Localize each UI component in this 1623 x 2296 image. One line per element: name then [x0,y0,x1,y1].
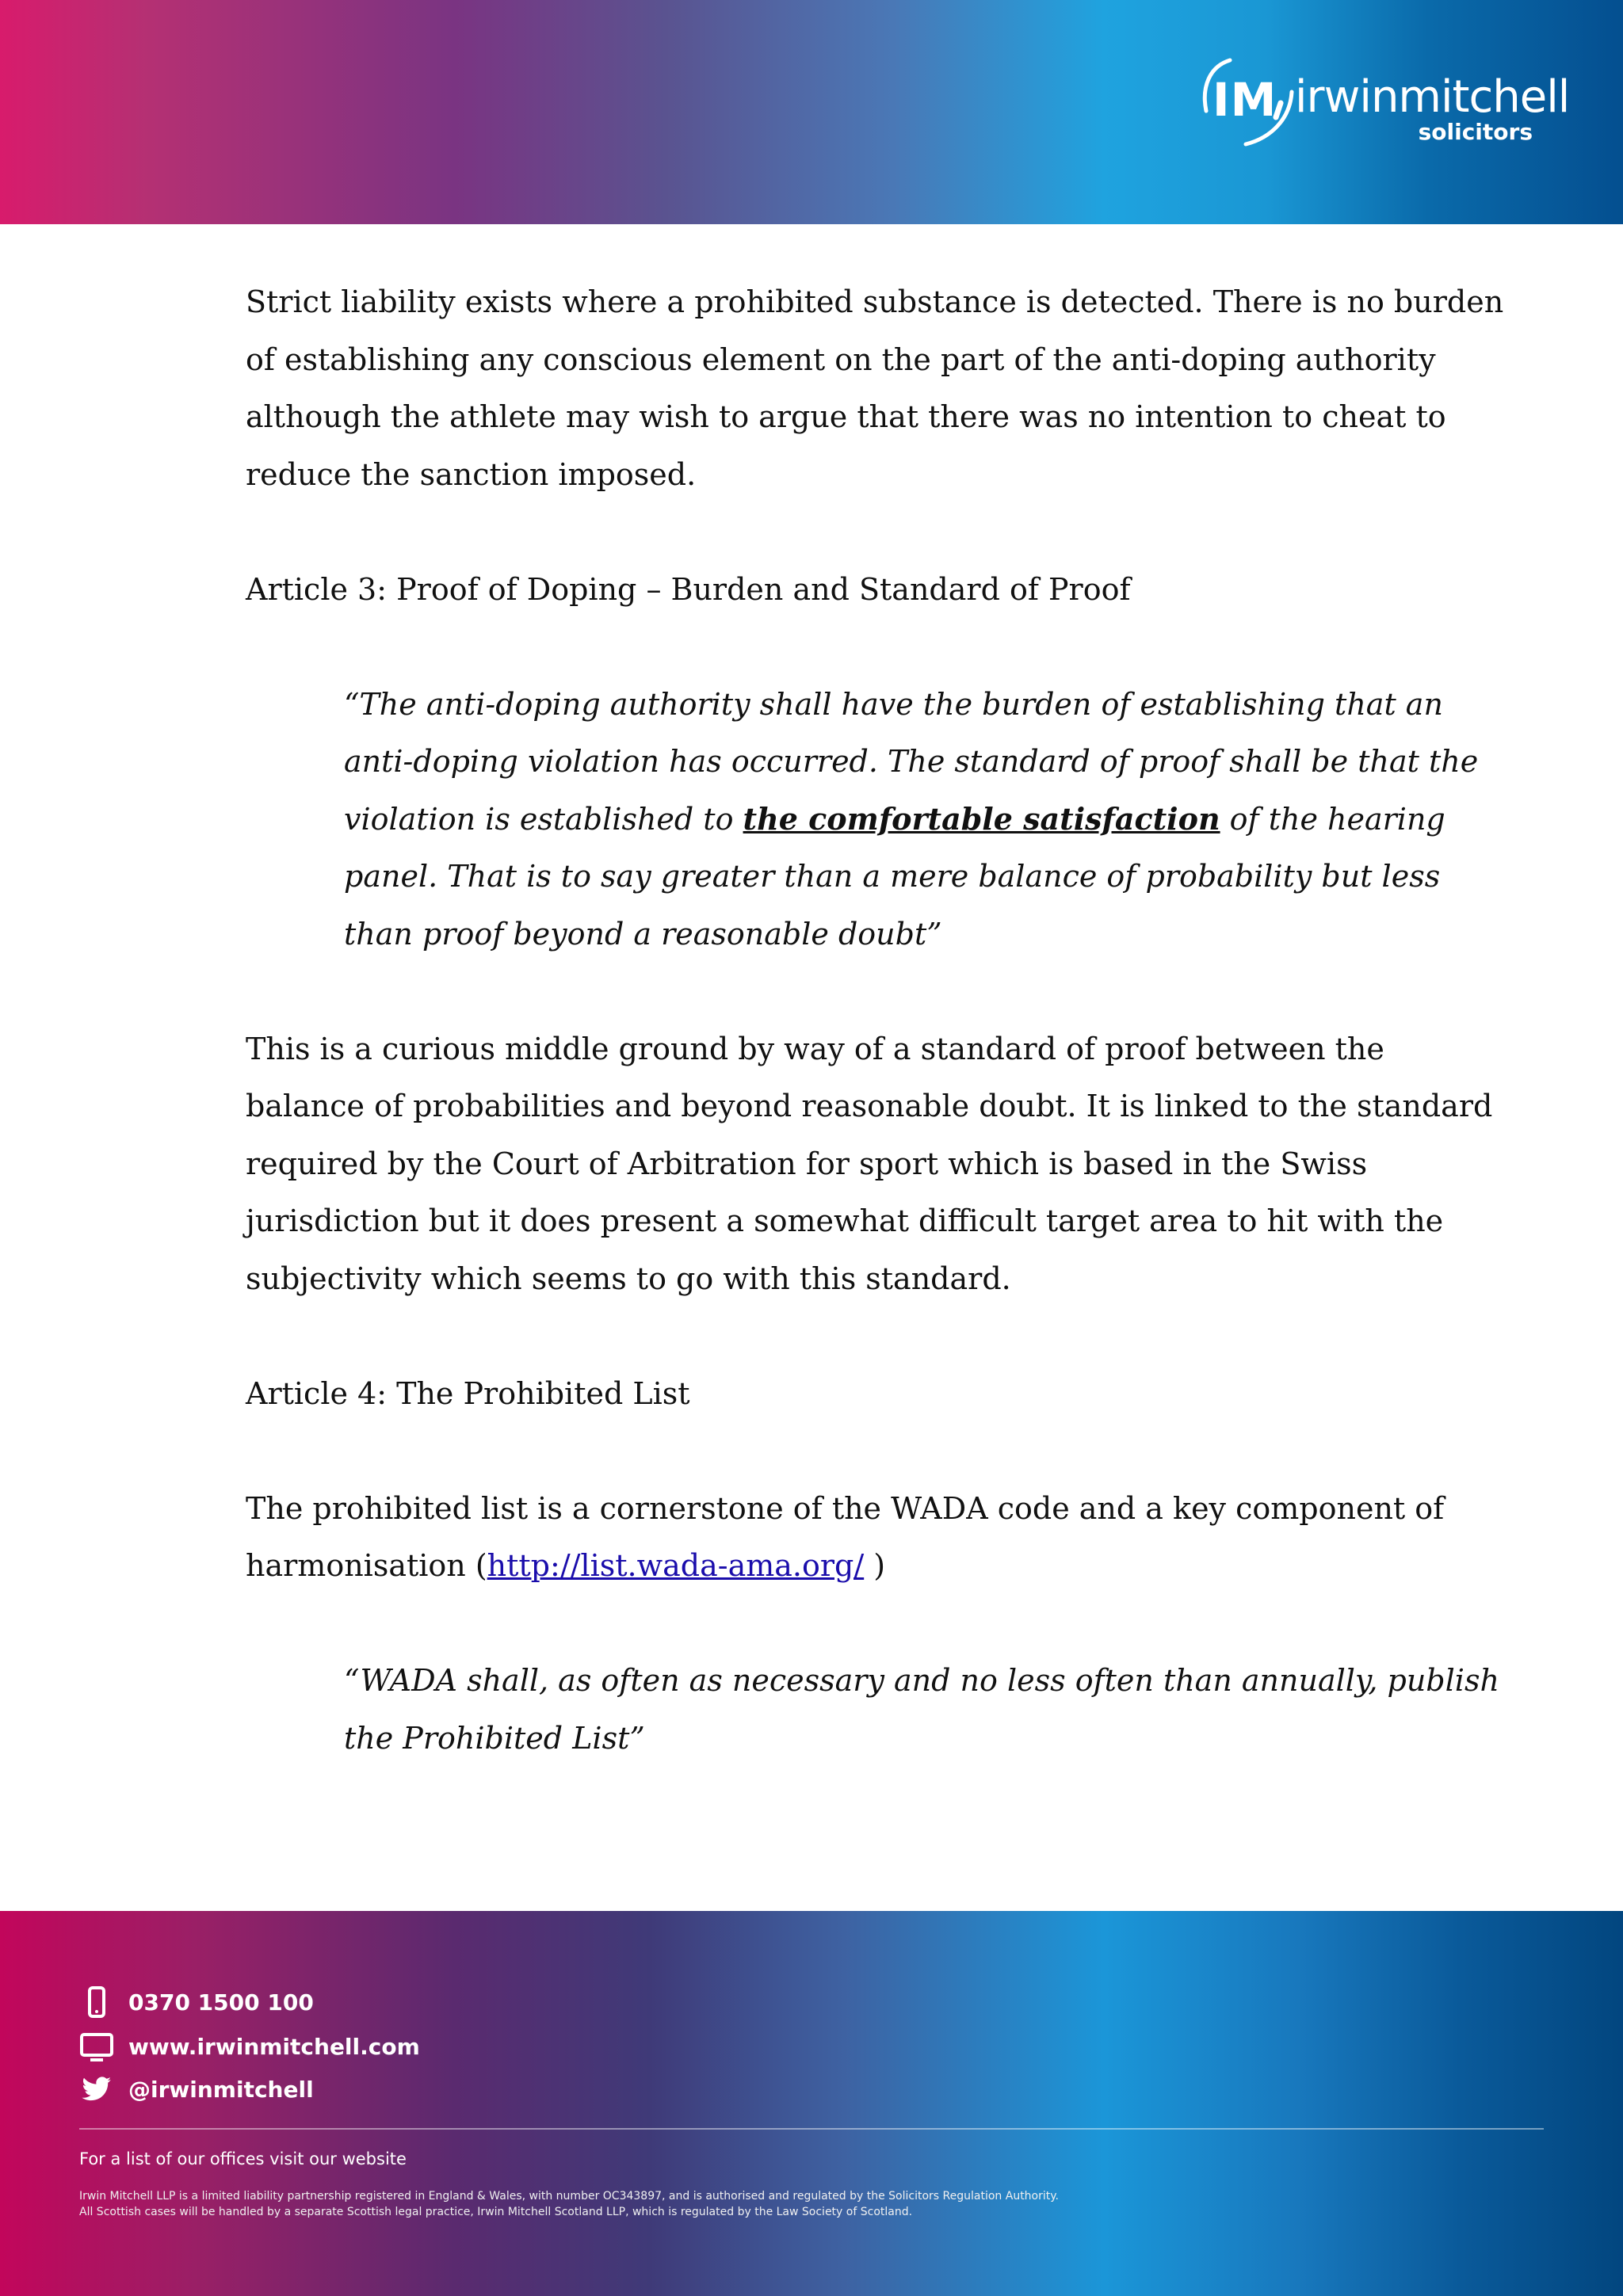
phone-number: 0370 1500 100 [128,1989,314,2016]
legal-line: All Scottish cases will be handled by a separate Scottish legal practice, Irwin Mitchell Scotland LLP, which is regulated by the Law Society of Scotland. [79,2206,913,2218]
paragraph-text: The prohibited list is a cornerstone of the WADA code and a key component of harmonisation ( [246,1490,1445,1583]
heading-article-3: Article 3: Proof of Doping – Burden and Standard of Proof [246,571,1131,607]
spacer [246,503,1506,561]
spacer [246,618,1506,676]
spacer [246,963,1506,1020]
document-body [246,273,1506,1767]
monitor-icon [79,2029,114,2064]
spacer [246,1307,1506,1365]
mobile-phone-icon [79,1985,114,2019]
spacer [246,1595,1506,1653]
company-logo [1198,55,1570,151]
quote-emphasis: the comfortable satisfaction [743,800,1220,837]
footer-phone [79,1985,314,2019]
wada-list-link[interactable]: http://list.wada-ama.org/ [487,1548,865,1583]
footer-legal [79,2188,1059,2220]
quote-article-3 [246,676,1506,963]
page-header [0,0,1623,224]
footer-twitter [79,2072,314,2107]
legal-line: Irwin Mitchell LLP is a limited liability partnership registered in England & Wales, with number OC343897, and is authorised and regulated by the Solicitors Regulation Authority. [79,2190,1059,2203]
spacer [246,1422,1506,1480]
logo-mark-text: IM [1212,73,1277,127]
heading-article-4: Article 4: The Prohibited List [246,1375,690,1411]
footer-offices-note: For a list of our offices visit our website [79,2149,407,2168]
website-url[interactable]: www.irwinmitchell.com [128,2033,420,2060]
quote-wada: “WADA shall, as often as necessary and no less often than annually, publish the Prohibited List” [344,1663,1499,1756]
logo-name: irwinmitchell [1295,71,1570,123]
paragraph-text: ) [864,1548,886,1583]
paragraph-middle-ground: This is a curious middle ground by way of a standard of proof between the balance of probabilities and beyond reasonable doubt. It is linked to the standard required by the Court of Arbitration for sport which is based in the Swiss jurisdiction but it does present a somewhat difficult target area to hit with the subjectivity which seems to go with this standard. [246,1031,1493,1296]
twitter-handle[interactable]: @irwinmitchell [128,2076,314,2103]
footer-divider [79,2128,1544,2130]
paragraph-prohibited-list [246,1480,1506,1595]
quote-text: of the hearing panel. That is to say greater than a mere balance of probability but less than proof beyond a reasonable doubt” [344,801,1445,952]
logo-subtitle: solicitors [1418,119,1533,145]
twitter-bird-icon [79,2072,114,2107]
footer-website [79,2029,420,2064]
quote-text: “The anti-doping authority shall have the burden of establishing that an anti-doping violation has occurred. The standard of proof shall be that the violation is established to [344,686,1479,837]
paragraph-strict-liability: Strict liability exists where a prohibited substance is detected. There is no burden of establishing any conscious element on the part of the anti-doping authority although the athlete may wish to argue that there was no intention to cheat to reduce the sanction imposed. [246,284,1504,492]
